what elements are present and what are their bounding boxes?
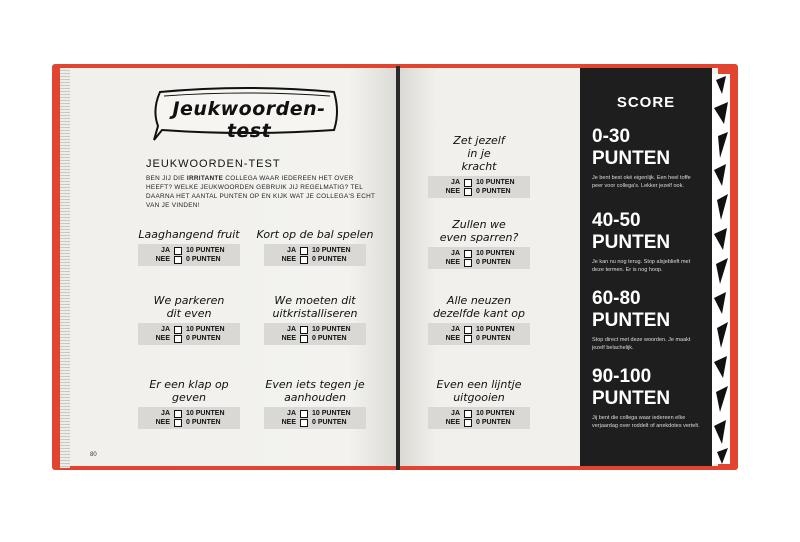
answer-box: JA 10 PUNTEN NEE 0 PUNTEN: [138, 244, 240, 266]
section-heading: JEUKWOORDEN-TEST: [146, 158, 281, 170]
question-label: Kort op de bal spelen: [256, 228, 374, 241]
question-label: Zet jezelf in je kracht: [453, 134, 505, 173]
question-label: Laaghangend fruit: [138, 228, 240, 241]
score-title: SCORE: [616, 94, 676, 111]
score-description: Stop direct met deze woorden. Je maakt jezelf belachelijk.: [592, 337, 691, 351]
title-speech-bubble: [150, 86, 342, 142]
page-title: Jeukwoorden-test: [172, 98, 326, 142]
checkbox-ja[interactable]: [174, 410, 182, 418]
checkbox-nee[interactable]: [464, 419, 472, 427]
answer-box: JA 10 PUNTEN NEE 0 PUNTEN: [428, 407, 530, 429]
checkbox-nee[interactable]: [174, 256, 182, 264]
checkbox-nee[interactable]: [464, 335, 472, 343]
book-spine: [396, 66, 400, 470]
question-label: We parkeren dit even: [153, 294, 225, 320]
question-label: Even een lijntje uitgooien: [436, 378, 522, 404]
checkbox-ja[interactable]: [174, 247, 182, 255]
page-number: 80: [90, 452, 97, 458]
question-block: [256, 378, 374, 429]
answer-box: JA 10 PUNTEN NEE 0 PUNTEN: [428, 247, 530, 269]
checkbox-nee[interactable]: [174, 335, 182, 343]
checkbox-nee[interactable]: [464, 259, 472, 267]
checkbox-nee[interactable]: [300, 419, 308, 427]
checkbox-ja[interactable]: [300, 247, 308, 255]
checkbox-nee[interactable]: [464, 188, 472, 196]
checkbox-ja[interactable]: [464, 179, 472, 187]
checkbox-nee[interactable]: [300, 335, 308, 343]
answer-box: JA 10 PUNTEN NEE 0 PUNTEN: [138, 407, 240, 429]
answer-box: JA 10 PUNTEN NEE 0 PUNTEN: [264, 244, 366, 266]
question-block: [130, 294, 248, 345]
checkbox-ja[interactable]: [464, 410, 472, 418]
question-block: [130, 228, 248, 266]
score-range: 0-30 PUNTEN Je bent best oké eigenlijk. Een heel toffe peer voor collega's. Lekker jezelf ook.: [592, 126, 700, 190]
question-label: Alle neuzen dezelfde kant op: [432, 294, 526, 320]
question-label: Even iets tegen je aanhouden: [265, 378, 365, 404]
question-label: Er een klap op geven: [149, 378, 229, 404]
score-range: 60-80 PUNTEN Stop direct met deze woorden. Je maakt jezelf belachelijk.: [592, 288, 700, 352]
checkbox-ja[interactable]: [300, 410, 308, 418]
answer-box: JA 10 PUNTEN NEE 0 PUNTEN: [138, 323, 240, 345]
question-block: [256, 228, 374, 266]
question-block: [420, 294, 538, 345]
answer-box: JA 10 PUNTEN NEE 0 PUNTEN: [428, 323, 530, 345]
checkbox-nee[interactable]: [300, 256, 308, 264]
score-description: Je bent best oké eigenlijk. Een heel toffe peer voor collega's. Lekker jezelf ook.: [592, 175, 691, 189]
checkbox-ja[interactable]: [464, 250, 472, 258]
checkbox-ja[interactable]: [300, 326, 308, 334]
question-label: We moeten dit uitkristalliseren: [272, 294, 358, 320]
question-block: [420, 218, 538, 269]
score-description: Je kan nu nog terug. Stop alsjeblieft met deze termen. Er is nog hoop.: [592, 259, 691, 273]
checkbox-ja[interactable]: [464, 326, 472, 334]
score-range: 40-50 PUNTEN Je kan nu nog terug. Stop alsjeblieft met deze termen. Er is nog hoop.: [592, 210, 700, 274]
question-block: [256, 294, 374, 345]
intro-text: BEN JIJ DIE IRRITANTE COLLEGA WAAR IEDEREEN HET OVER HEEFT? WELKE JEUKWOORDEN GEBRUIK JIJ REGELMATIG? TEL DAARNA HET AANTAL PUNTEN OP EN KIJK WAT JE COLLEGA'S ECHT VAN JE VINDEN!: [146, 175, 376, 209]
checkbox-ja[interactable]: [174, 326, 182, 334]
decorative-pattern-strip: [712, 74, 730, 464]
question-label: Zullen we even sparren?: [439, 218, 519, 244]
question-block: [420, 378, 538, 429]
checkbox-nee[interactable]: [174, 419, 182, 427]
score-description: Jij bent die collega waar iedereen elke verjaardag over roddelt of anekdotes vertelt.: [592, 415, 700, 429]
question-block: [130, 378, 248, 429]
answer-box: JA 10 PUNTEN NEE 0 PUNTEN: [428, 176, 530, 198]
answer-box: JA 10 PUNTEN NEE 0 PUNTEN: [264, 407, 366, 429]
question-block: [420, 134, 538, 198]
answer-box: JA 10 PUNTEN NEE 0 PUNTEN: [264, 323, 366, 345]
score-panel: [580, 68, 712, 466]
score-range: 90-100 PUNTEN Jij bent die collega waar iedereen elke verjaardag over roddelt of anekdotes vertelt.: [592, 366, 700, 429]
page-edges: [60, 68, 70, 468]
